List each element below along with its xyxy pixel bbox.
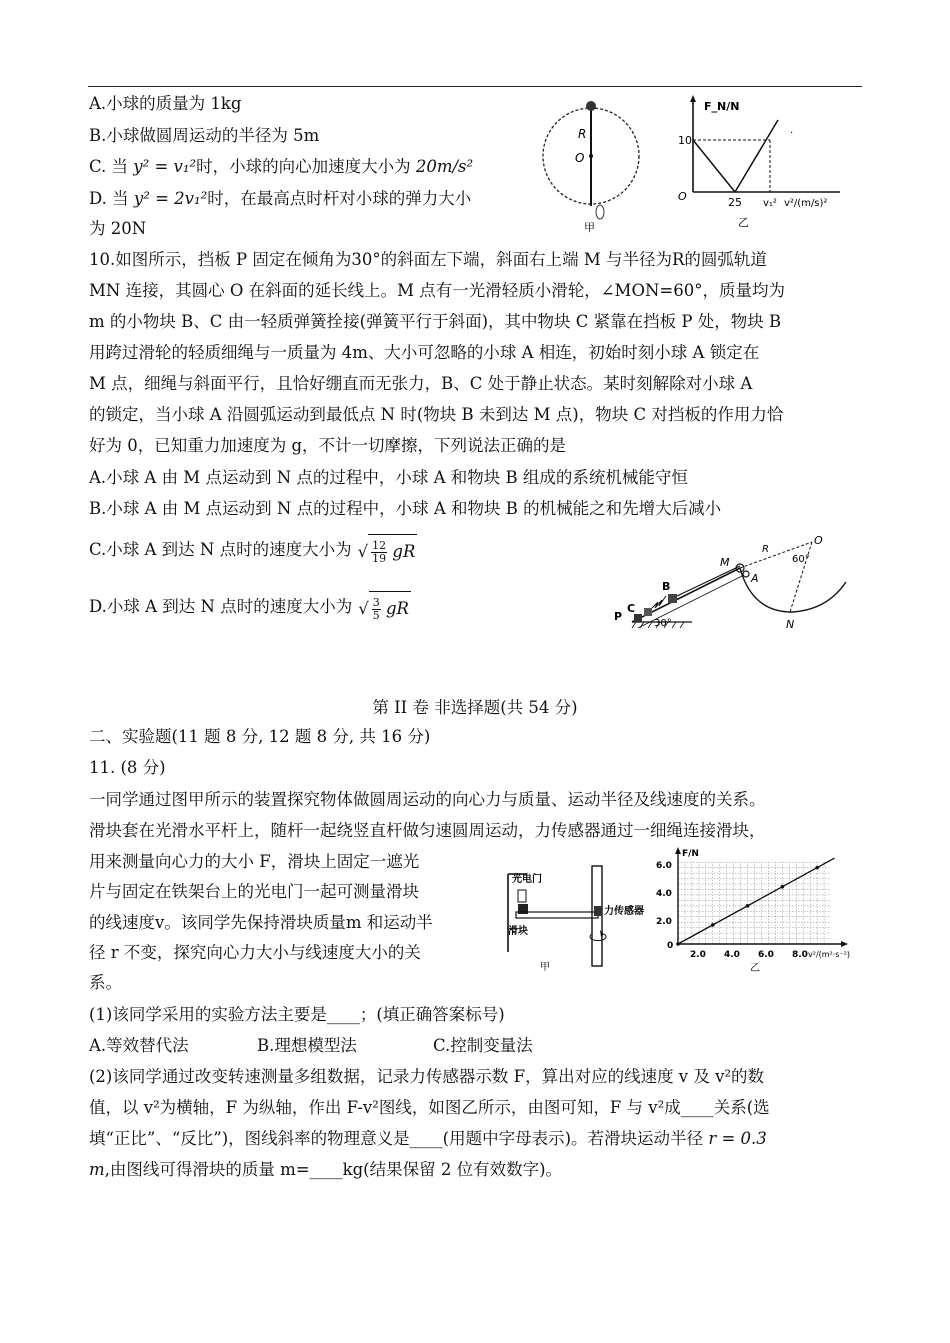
- q9-option-c: C. 当 y² = v₁²时，小球的向心加速度大小为 20m/s²: [89, 157, 474, 176]
- fig9-jia-diagram: [538, 94, 648, 236]
- fig10-diagram: [612, 530, 852, 638]
- q9-option-b: B.小球做圆周运动的半径为 5m: [89, 126, 320, 145]
- q9-option-d: D. 当 y² = 2v₁²时，在最高点时杆对小球的弹力大小: [89, 189, 472, 208]
- q10-line-2: MN 连接，其圆心 O 在斜面的延长线上。M 点有一光滑轻质小滑轮，∠MON=60°，质量均为: [89, 281, 785, 300]
- chart-caption: 乙: [750, 963, 760, 974]
- q9-option-a: A.小球的质量为 1kg: [89, 94, 242, 113]
- fig9-y-axis-label: F_N/N: [704, 100, 740, 113]
- q9-option-d-cont: 为 20N: [89, 219, 147, 238]
- fig10-label-slope: 30°: [654, 618, 672, 629]
- q10-line-5: M 点，细绳与斜面平行，且恰好绷直而无张力，B、C 处于静止状态。某时刻解除对小球 A: [89, 374, 753, 393]
- q11-line-6: 径 r 不变，探究向心力大小与线速度大小的关: [89, 943, 421, 962]
- chart-x-tick: 6.0: [758, 950, 774, 960]
- chart-point: [676, 942, 680, 946]
- fig9-label-r: R: [578, 127, 587, 141]
- fig9-origin: O: [678, 190, 687, 203]
- q10-option-b: B.小球 A 由 M 点运动到 N 点的过程中，小球 A 和物块 B 的机械能之和先增大后减小: [89, 499, 722, 518]
- q11-choice-b: B.理想模型法: [257, 1036, 357, 1055]
- fig9-x-axis-label: v²/(m/s)²: [784, 198, 828, 209]
- fig10-label-p: P: [614, 610, 623, 623]
- fig9-tick-25: 25: [728, 196, 742, 209]
- q11-choice-a: A.等效替代法: [89, 1036, 189, 1055]
- fig11-yi-chart: [654, 844, 854, 974]
- chart-y-label: F/N: [682, 849, 699, 859]
- q10-line-4: 用跨过滑轮的轻质细绳与一质量为 4m、大小可忽略的小球 A 相连，初始时刻小球 A 锁定在: [89, 343, 760, 362]
- q11-part1: (1)该同学采用的实验方法主要是____；(填正确答案标号): [89, 1005, 505, 1024]
- q10-option-a: A.小球 A 由 M 点运动到 N 点的过程中，小球 A 和物块 B 组成的系统机械能守恒: [89, 468, 688, 487]
- chart-series-line: [678, 858, 835, 944]
- q11-part2-line-3: 填“正比”、“反比”)，图线斜率的物理意义是____(用题中字母表示)。若滑块运动半径 r = 0.3: [89, 1129, 767, 1148]
- q11-part2-line-1: (2)该同学通过改变转速测量多组数据，记录力传感器示数 F，算出对应的线速度 v 及 v²的数: [89, 1067, 765, 1086]
- fig11-label-gate: 光电门: [512, 874, 542, 885]
- q11-line-5: 的线速度v。该同学先保持滑块质量m 和运动半: [89, 913, 433, 932]
- chart-x-tick: 4.0: [724, 950, 740, 960]
- q11-line-7: 系。: [89, 973, 122, 992]
- chart-point: [711, 923, 715, 927]
- chart-y-tick: 4.0: [656, 889, 672, 899]
- top-rule: [88, 86, 862, 87]
- fig10-label-o: O: [814, 534, 823, 547]
- q11-part2-line-4: m,由图线可得滑块的质量 m=____kg(结果保留 2 位有效数字)。: [89, 1160, 563, 1179]
- q10-option-d: D.小球 A 到达 N 点时的速度大小为 √ $\frac{3}{5}$ gR: [89, 591, 411, 624]
- q11-header: 11. (8 分): [89, 758, 166, 777]
- fig10-label-a: A: [751, 572, 759, 585]
- fig11-label-sensor: 力传感器: [604, 906, 644, 917]
- chart-x-tick: 8.0: [792, 950, 808, 960]
- fig11-label-slider: 滑块: [508, 926, 528, 937]
- q11-line-4: 片与固定在铁架台上的光电门一起可测量滑块: [89, 882, 419, 901]
- q11-choice-c: C.控制变量法: [433, 1036, 533, 1055]
- q10-line-3: m 的小物块 B、C 由一轻质弹簧拴接(弹簧平行于斜面)，其中物块 C 紧靠在挡板 P 处，物块 B: [89, 312, 782, 331]
- chart-point: [781, 885, 785, 889]
- fig10-label-c: C: [627, 602, 636, 615]
- fig10-label-m: M: [720, 556, 730, 569]
- fig9-yi-graph: [670, 92, 850, 240]
- chart-y-tick: 2.0: [656, 917, 672, 927]
- chart-point: [815, 866, 819, 870]
- fig11-jia-caption: 甲: [540, 962, 550, 973]
- fig9-label-o: O: [575, 151, 585, 165]
- chart-y-tick: 6.0: [656, 861, 672, 871]
- q10-option-c: C.小球 A 到达 N 点时的速度大小为 √ $\frac{12}{19}$ gR: [89, 534, 417, 567]
- q10-line-6: 的锁定，当小球 A 沿圆弧运动到最低点 N 时(物块 B 未到达 M 点)，物块 C 对挡板的作用力恰: [89, 405, 784, 424]
- chart-x-label: v²/(m²·s⁻²): [808, 950, 851, 959]
- fig9-yi-caption: 乙: [738, 216, 749, 229]
- chart-point: [746, 904, 750, 908]
- fig10-label-n: N: [786, 618, 795, 631]
- chart-y-tick: 0: [667, 941, 674, 951]
- fig9-jia-caption: 甲: [584, 221, 595, 234]
- section2-subtitle: 二、实验题(11 题 8 分, 12 题 8 分, 共 16 分): [89, 727, 431, 746]
- fig10-label-angle: 60°: [792, 554, 810, 565]
- q11-line-1: 一同学通过图甲所示的装置探究物体做圆周运动的向心力与质量、运动半径及线速度的关系。: [89, 790, 766, 809]
- fig10-label-b: B: [662, 580, 671, 593]
- fig10-label-r: R: [762, 544, 769, 555]
- fig9-tick-10: 10: [678, 134, 692, 147]
- section2-title: 第 II 卷 非选择题(共 54 分): [372, 698, 578, 717]
- q11-part2-line-2: 值，以 v²为横轴，F 为纵轴，作出 F-v²图线，如图乙所示，由图可知，F 与 v²成____关系(选: [89, 1098, 770, 1117]
- chart-x-tick: 2.0: [690, 950, 706, 960]
- q10-line-1: 10.如图所示，挡板 P 固定在倾角为30°的斜面左下端，斜面右上端 M 与半径为R的圆弧轨道: [89, 250, 767, 269]
- fig11-jia-apparatus: [500, 860, 650, 976]
- q10-line-7: 好为 0，已知重力加速度为 g，不计一切摩擦，下列说法正确的是: [89, 436, 567, 455]
- svg-text:·: ·: [790, 128, 794, 139]
- fig9-tick-v1: v₁²: [763, 198, 777, 209]
- q11-line-3: 用来测量向心力的大小 F，滑块上固定一遮光: [89, 852, 420, 871]
- q11-line-2: 滑块套在光滑水平杆上，随杆一起绕竖直杆做匀速圆周运动，力传感器通过一细绳连接滑块，: [89, 821, 766, 840]
